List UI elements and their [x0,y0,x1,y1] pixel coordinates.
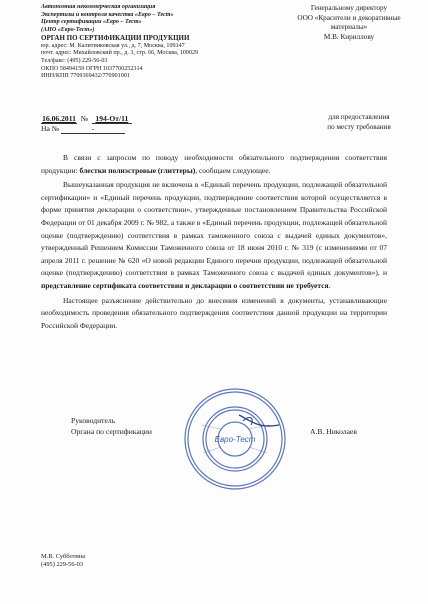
registration-number: 194-От/11 [92,114,132,124]
sender-org-line: Автономная некоммерческая организация [41,4,156,10]
body-text: , сообщаем следующее. [195,165,271,175]
body-text: . [328,280,331,290]
body-text: В связи с запросом по поводу необходимости обязательного подтверждения соответствия продукции: [41,153,387,175]
recipient-block [270,4,428,42]
reference-line [41,124,125,134]
recipient-purpose-line: по месту требования [327,122,391,131]
body-paragraph [41,179,387,292]
registration-no-label: № [80,114,89,123]
recipient-purpose-line: для предоставления [328,113,390,121]
conclusion-text: представление сертификата соответствия и декларации о соответствии не требуется [41,280,329,290]
body-paragraph [41,295,387,333]
product-name: блестки полиэстровые (глиттеры) [79,165,196,175]
sender-phone: Тел/факс: (495) 229-56-03 [41,57,108,64]
body-text: Вышеуказанная продукция не включена в «Единый перечень продукции, подлежащей обязательной сертификации» и «Единый перечень продукции, подтверждение соответствия которой осуществляется в форме принятия декларации о соответствии», утвержденные постановлением Правительства Российской Федерации от 01 декабря 2009 г. № 982, а также в «Единый перечень продукции, подлежащей обязательной оценке (подтверждению) соответствия в рамках таможенного союза с выдачей единых документов», утвержденный Решением Комиссии Таможенного союза от 18 июня 2010 г. № 319 (с изменениями от 07 апреля 2011 г. решение № 620 «О новой редакции Единого перечня продукции, подлежащей обязательной оценке (подтверждению) соответствия в рамках Таможенного союза с выдачей единых документов»), и [41,180,387,278]
sender-address-line: почт. адрес: Михайловский пр., д. 3, стр. 66, Москва, 109029 [41,50,199,57]
letter-body [41,152,387,334]
sender-head: ОРГАН ПО СЕРТИФИКАЦИИ ПРОДУКЦИИ [41,33,190,42]
recipient-purpose [290,113,428,132]
signatory-title [71,415,152,437]
recipient-line: материалы» [330,23,368,32]
body-text: Настоящее разъяснение действительно до внесения изменений в документы, устанавливающие необходимость проведения обязательного подтверждения соответствия данной продукции на территории Российской Федерации. [41,295,387,330]
reference-label: На № [41,124,59,133]
recipient-line: ООО «Красители и декоративные [297,13,401,22]
seal-stamp-icon [181,385,289,493]
signatory-name: А.В. Николаев [310,427,357,436]
signatory-title-line: Органа по сертификации [71,427,152,436]
footer-phone: (495) 229-56-03 [41,560,84,568]
sender-address-line: юр. адрес: М. Калитниковская ул., д. 7, Москва, 109147 [41,42,185,49]
sender-org-line: (АНО «Евро-Тест») [41,27,95,34]
reference-value: - [61,124,125,134]
footer-contact [41,553,85,569]
sender-okpo: ОКПО 58494159 ОГРН 1037700252314 [41,65,143,72]
sender-org-line: Центр сертификации «Евро – Тест» [41,19,142,26]
svg-text:Евро-Тест: Евро-Тест [214,435,256,444]
signatory-title-line: Руководитель [71,416,116,425]
registration-date: 16.06.2011 [42,114,76,123]
sender-org-line: Экспертизы и контроля качества «Евро – Тест» [41,11,174,18]
body-paragraph [41,152,387,177]
sender-block [41,4,241,81]
sender-inn: ИНН/КПП 7709369432/770901001 [41,73,130,80]
registration-line [41,114,132,124]
recipient-line: Генеральному директору [310,4,388,12]
footer-name: М.В. Субботина [41,553,86,560]
recipient-line: М.В. Кириллову [323,32,375,41]
